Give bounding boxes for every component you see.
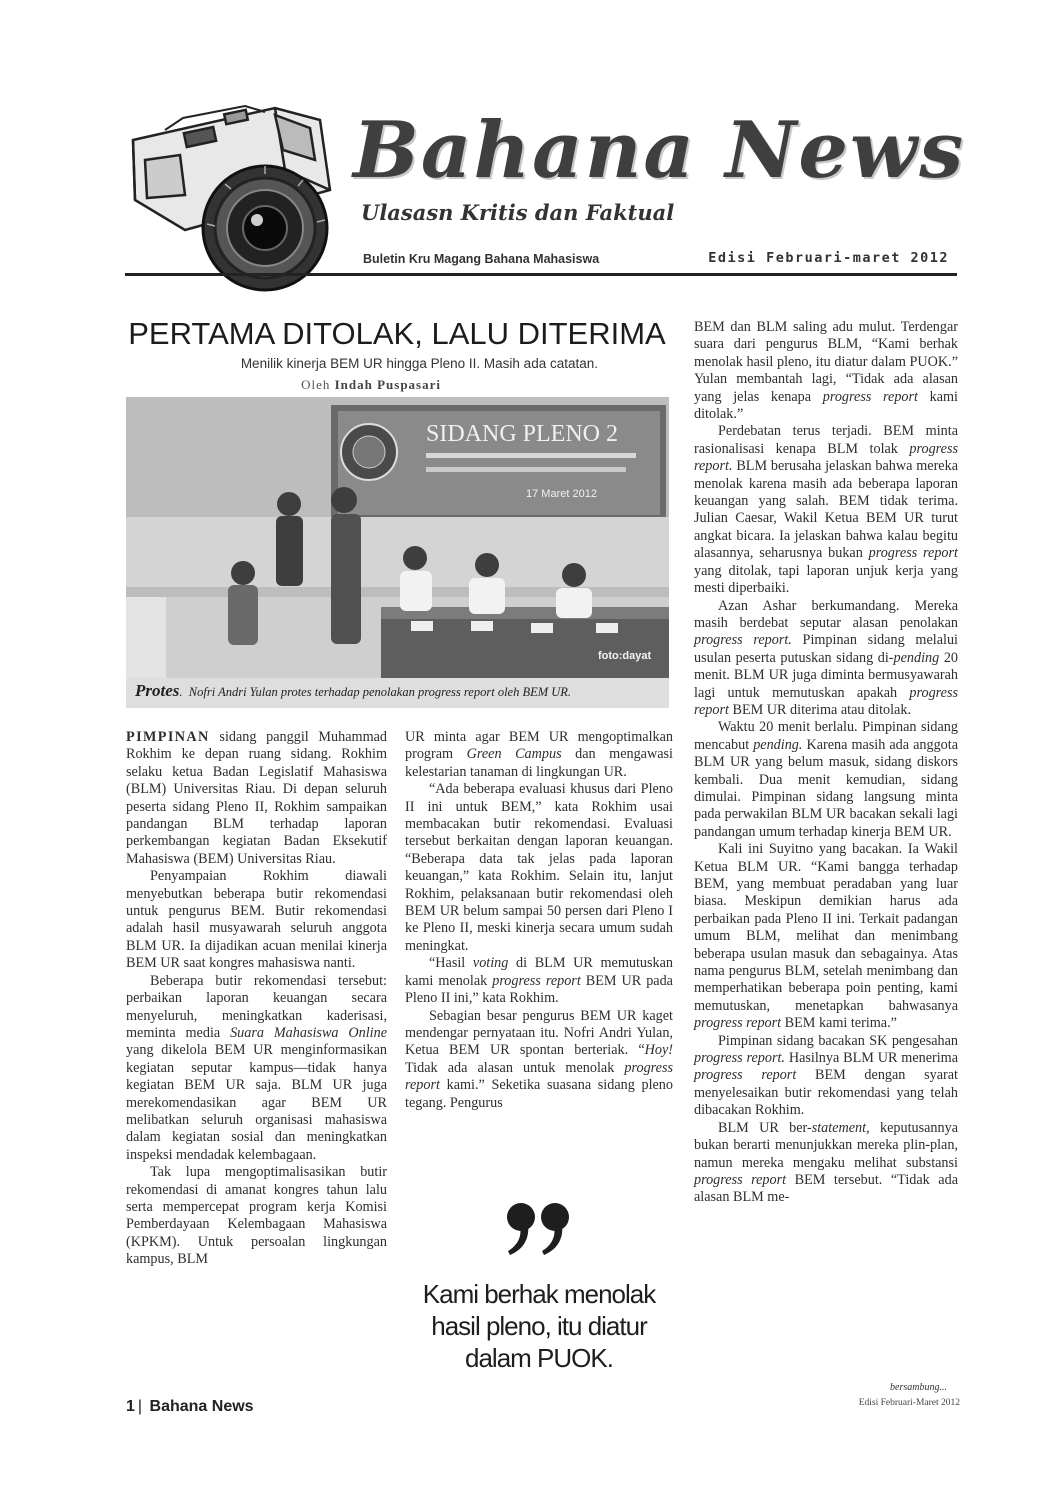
camera-logo-icon [125, 100, 355, 295]
pull-quote: Kami berhak menolak hasil pleno, itu diatur dalam PUOK. [422, 1279, 656, 1373]
banner-title: SIDANG PLENO 2 [426, 421, 618, 447]
article-column-3 [694, 319, 958, 1207]
article-byline [126, 377, 441, 393]
caption-text: Nofri Andri Yulan protes terhadap penolakan progress report oleh BEM UR. [188, 685, 572, 699]
article-column-1 [126, 729, 387, 1269]
article-photo [126, 397, 669, 678]
paragraph: Perdebatan terus terjadi. BEM minta rasionalisasi kenapa BLM tolak progress report. BLM berusaha jelaskan bahwa mereka menolak karena masih ada beberapa laporan keuangan yang salah. BEM tidak terima. Julian Caesar, Wakil Ketua BEM UR turut angkat bicara. Ia jelaskan bahwa kalau begitu alasannya, seharusnya bukan progress report yang ditolak, tapi laporan unjuk kerja yang mesti diperbaiki. [694, 423, 958, 597]
paragraph: sidang panggil Muhammad Rokhim ke depan ruang sidang. Rokhim selaku ketua Badan Legislatif Mahasiswa (BLM) Universitas Riau. Di depan seluruh peserta sidang Pleno II, Rokhim sampaikan pandangan BLM terhadap laporan perkembangan kegiatan Badan Eksekutif Mahasiswa (BEM) Universitas Riau. [126, 729, 387, 867]
masthead-tagline: Ulasasn Kritis dan Faktual [361, 200, 675, 225]
paragraph: BLM UR ber-statement, keputusannya bukan berarti menunjukkan mereka plin-plan, namun mereka mengaku melihat substansi progress report BEM tersebut. “Tidak ada alasan BLM me- [694, 1119, 959, 1206]
paragraph: Beberapa butir rekomendasi tersebut: perbaikan laporan keuangan secara menyeluruh, meningkatkan kaderisasi, meminta media Suara Mahasiswa Online yang dikelola BEM UR menginformasikan kegiatan seputar kampus—tidak hanya kegiatan BEM UR saja. BLM UR juga merekomendasikan agar BEM UR melibatkan seluruh organisasi mahasiswa dalam kegiatan sosial dan meningkatkan inspeksi mendadak kelembagaan. [126, 972, 387, 1163]
paragraph: Penyampaian Rokhim diawali menyebutkan beberapa butir rekomendasi untuk pengurus BEM. Butir rekomendasi adalah hasil musyawarah seluruh anggota BLM UR. Ia dijadikan acuan menilai kinerja BEM UR saat kongres mahasiswa nanti. [126, 868, 387, 972]
masthead-rule [125, 273, 957, 276]
paragraph: Waktu 20 menit berlalu. Pimpinan sidang mencabut pending. Karena masih ada anggota BLM UR yang belum masuk, sidang diskors kembali. Dua menit kemudian, sidang dimulai. Pimpinan sidang langsung minta pada perwakilan BLM UR bacakan sekali lagi pandangan umum terhadap kinerja BEM UR. [694, 719, 958, 840]
paragraph: UR minta agar BEM UR mengoptimalkan program Green Campus dan mengawasi kelestarian tanaman di lingkungan UR. [405, 729, 673, 780]
paragraph: Pimpinan sidang bacakan SK pengesahan progress report. Hasilnya BLM UR menerima progress report BEM dengan syarat menyelesaikan butir rekomendasi yang telah dibacakan Rokhim. [694, 1032, 959, 1119]
continued-note: bersambung... [890, 1382, 947, 1393]
paragraph: Azan Ashar berkumandang. Mereka masih berdebat seputar alasan penolakan progress report. Pimpinan sidang melalui usulan peserta putuskan sidang di-pending 20 menit. BLM UR juga diminta bermusyawarah lagi untuk memutuskan apakah progress report BEM UR diterima atau ditolak. [694, 597, 959, 718]
paragraph: BEM dan BLM saling adu mulut. Terdengar suara dari pengurus BLM, “Kami berhak menolak hasil pleno, itu diatur dalam PUOK.” Yulan membantah lagi, “Tidak ada alasan yang jelas kenapa progress report kami ditolak.” [694, 319, 958, 423]
paragraph: Tak lupa mengoptimalisasikan butir rekomendasi di amanat kongres tahun lalu serta mempercepat program kerja Komisi Pemberdayaan Kelembagaan Mahasiswa (KPKM). Untuk persoalan lingkungan kampus, BLM [126, 1164, 387, 1268]
page-footer: 1 | Bahana News [126, 1398, 254, 1415]
byline-prefix: Oleh [301, 377, 331, 392]
masthead-edition: Edisi Februari-maret 2012 [708, 250, 949, 266]
photo-credit: foto:dayat [598, 650, 652, 662]
article-headline: PERTAMA DITOLAK, LALU DITERIMA [128, 316, 666, 351]
footer-publication: Bahana News [149, 1398, 254, 1415]
byline-author: Indah Puspasari [334, 377, 441, 392]
article-subhead: Menilik kinerja BEM UR hingga Pleno II. Masih ada catatan. [240, 356, 598, 371]
paragraph: Kali ini Suyitno yang bacakan. Ia Wakil Ketua BLM UR. “Kami bangga terhadap BEM, yang membuat peradaban yang luar biasa. Meskipun demikian harus ada perbaikan pada Pleno II ini. Terkait padangan umum BLM, melihat dan menimbang beberapa usulan masuk dan sebagainya. Atas nama pengurus BLM, setelah menimbang dan memperhatikan beberapa poin penting, kami memutuskan, menetapkan bahwasanya progress report BEM kami terima.” [694, 841, 958, 1032]
lead-word: PIMPINAN [126, 729, 210, 745]
masthead-subtitle: Buletin Kru Magang Bahana Mahasiswa [363, 252, 600, 266]
quote-mark-icon [504, 1200, 574, 1258]
article-column-2 [405, 729, 673, 1112]
banner-date: 17 Maret 2012 [526, 488, 597, 500]
paragraph: “Hasil voting di BLM UR memutuskan kami menolak progress report BEM UR pada Pleno II ini,” kata Rokhim. [405, 955, 673, 1007]
footer-edition: Edisi Februari-Maret 2012 [858, 1398, 960, 1408]
masthead-title: Bahana News [353, 105, 966, 196]
masthead [125, 100, 966, 295]
caption-label: Protes [135, 681, 180, 700]
paragraph: “Ada beberapa evaluasi khusus dari Pleno II ini untuk BEM,” kata Rokhim usai membacakan butir rekomendasi. Evaluasi tersebut berkaitan dengan laporan keuangan. “Beberapa data tak jelas pada laporan keuangan,” kata Rokhim. Selain itu, lanjut Rokhim, pelaksanaan butir rekomendasi oleh BEM UR belum sampai 50 persen dari Pleno I ke Pleno II, meski kinerja secara umum sudah meningkat. [405, 781, 673, 954]
photo-caption: Protes. Nofri Andri Yulan protes terhadap penolakan progress report oleh BEM UR. [126, 678, 669, 708]
paragraph: Sebagian besar pengurus BEM UR kaget mendengar pernyataan itu. Nofri Andri Yulan, Ketua BEM UR spontan berteriak. “Hoy! Tidak ada alasan untuk menolak progress report kami.” Seketika suasana sidang pleno tegang. Pengurus [405, 1007, 673, 1111]
page-number: 1 [126, 1398, 135, 1415]
